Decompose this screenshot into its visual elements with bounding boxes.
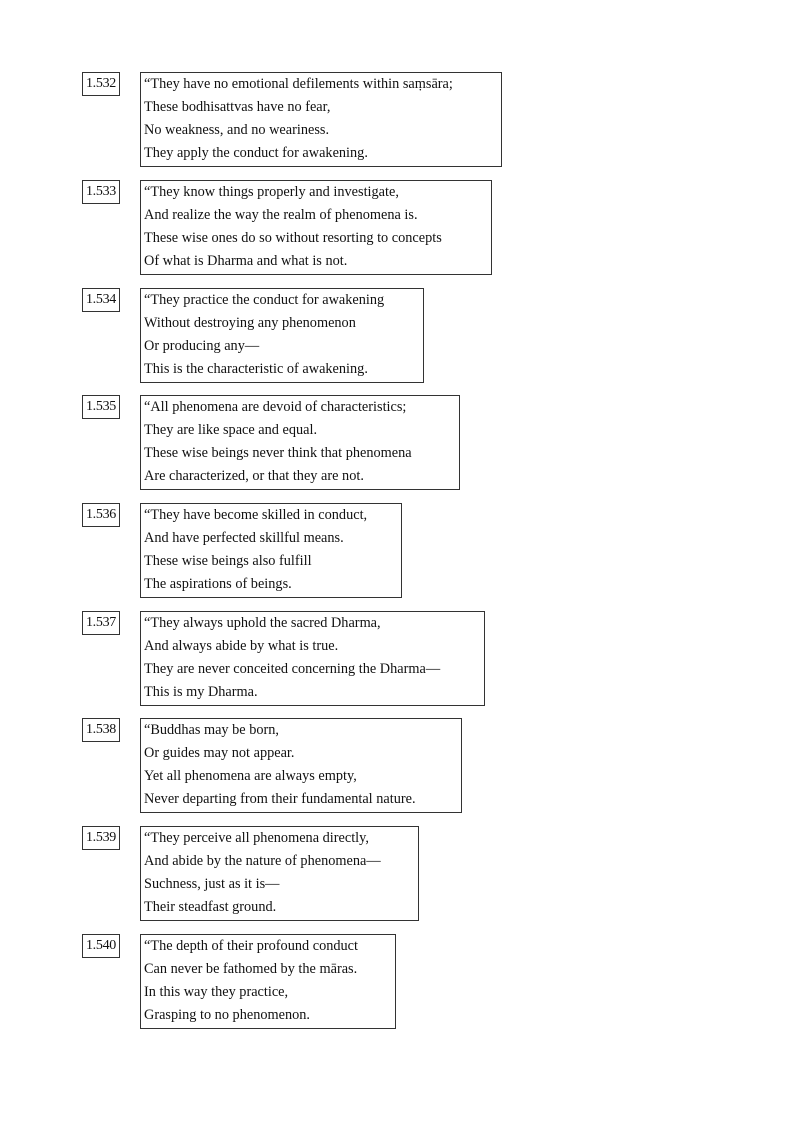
verse-line: “All phenomena are devoid of characteristics; <box>144 399 407 415</box>
verse-line: Are characterized, or that they are not. <box>144 468 364 484</box>
verse-line: And always abide by what is true. <box>144 638 339 654</box>
verse-line: They are never conceited concerning the Dharma— <box>144 661 441 677</box>
verse-line: This is my Dharma. <box>144 684 258 700</box>
verse-line: “They know things properly and investigate, <box>144 184 399 200</box>
verse-number[interactable]: 1.535 <box>82 395 120 419</box>
verse-line: These wise ones do so without resorting to concepts <box>144 230 442 246</box>
verse-text-box <box>140 718 462 813</box>
verse-number[interactable]: 1.537 <box>82 611 120 635</box>
verse-text-box <box>140 72 502 167</box>
verse-line: “They practice the conduct for awakening <box>144 292 385 308</box>
verse-number[interactable]: 1.539 <box>82 826 120 850</box>
verse-text-box <box>140 934 396 1029</box>
verse-text-box <box>140 288 424 383</box>
verse-text-box <box>140 826 419 921</box>
verse-number[interactable]: 1.540 <box>82 934 120 958</box>
verse-line: “They have no emotional defilements within saṃsāra; <box>144 76 453 92</box>
verse-line: Never departing from their fundamental nature. <box>144 791 416 807</box>
verse-line: And realize the way the realm of phenomena is. <box>144 207 418 223</box>
verse-line: They apply the conduct for awakening. <box>144 145 368 161</box>
verse-line: In this way they practice, <box>144 984 289 1000</box>
verse-line: “They have become skilled in conduct, <box>144 507 368 523</box>
verse-line: Of what is Dharma and what is not. <box>144 253 348 269</box>
verse-line: These bodhisattvas have no fear, <box>144 99 331 115</box>
verse-line: This is the characteristic of awakening. <box>144 361 368 377</box>
verse-text-box <box>140 180 492 275</box>
verse-number[interactable]: 1.534 <box>82 288 120 312</box>
verse-line: “Buddhas may be born, <box>144 722 279 738</box>
verse-line: They are like space and equal. <box>144 422 318 438</box>
verse-number[interactable]: 1.533 <box>82 180 120 204</box>
verse-line: And have perfected skillful means. <box>144 530 344 546</box>
verse-line: Their steadfast ground. <box>144 899 277 915</box>
verse-text-box <box>140 395 460 490</box>
verse-line: “They always uphold the sacred Dharma, <box>144 615 381 631</box>
verse-line: These wise beings never think that phenomena <box>144 445 412 461</box>
verse-line: Can never be fathomed by the māras. <box>144 961 358 977</box>
verse-text-box <box>140 503 402 598</box>
verse-line: Or guides may not appear. <box>144 745 295 761</box>
verse-line: The aspirations of beings. <box>144 576 292 592</box>
verse-line: “The depth of their profound conduct <box>144 938 358 954</box>
verse-line: And abide by the nature of phenomena— <box>144 853 381 869</box>
verse-line: Suchness, just as it is— <box>144 876 280 892</box>
verse-line: No weakness, and no weariness. <box>144 122 330 138</box>
verse-text-box <box>140 611 485 706</box>
verse-line: Yet all phenomena are always empty, <box>144 768 357 784</box>
verse-number[interactable]: 1.536 <box>82 503 120 527</box>
verse-number[interactable]: 1.532 <box>82 72 120 96</box>
verse-line: Without destroying any phenomenon <box>144 315 356 331</box>
verse-line: “They perceive all phenomena directly, <box>144 830 369 846</box>
verse-number[interactable]: 1.538 <box>82 718 120 742</box>
verse-line: These wise beings also fulfill <box>144 553 312 569</box>
verse-line: Or producing any— <box>144 338 260 354</box>
verse-line: Grasping to no phenomenon. <box>144 1007 310 1023</box>
